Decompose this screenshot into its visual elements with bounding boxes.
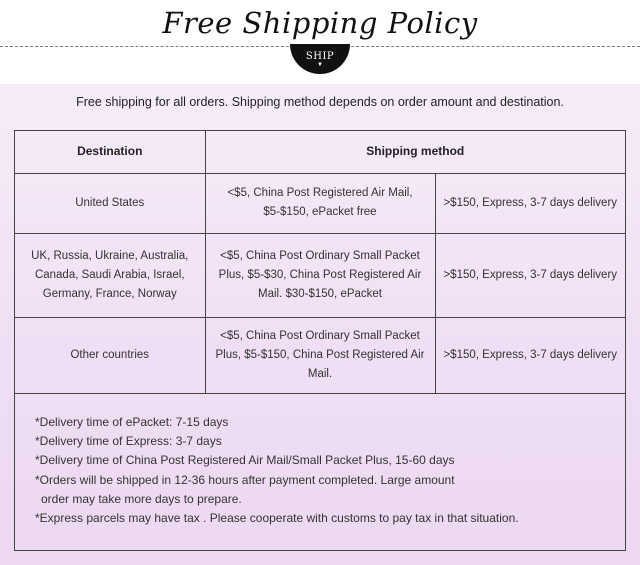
table-row — [15, 317, 625, 393]
table-header-row — [15, 131, 625, 173]
destination-cell: UK, Russia, Ukraine, Australia, Canada, Saudi Arabia, Israel, Germany, France, Norway — [15, 233, 205, 317]
ship-badge-label: SHIP — [305, 51, 335, 62]
header-destination: Destination — [15, 131, 205, 173]
shipping-table — [15, 131, 625, 394]
shipping-table-box — [14, 130, 626, 551]
note-item: *Orders will be shipped in 12-36 hours after payment completed. Large amount — [35, 472, 455, 487]
chevron-down-icon: ▼ — [317, 62, 323, 68]
notes-list — [35, 413, 615, 528]
method-high-cell: >$150, Express, 3-7 days delivery — [435, 317, 625, 393]
destination-cell: United States — [15, 173, 205, 233]
method-low-cell: <$5, China Post Ordinary Small Packet Plus, $5-$150, China Post Registered Air Mail. — [205, 317, 435, 393]
ship-badge — [290, 44, 350, 74]
note-item: *Delivery time of ePacket: 7-15 days — [35, 415, 229, 429]
method-low-cell: <$5, China Post Registered Air Mail, $5-$150, ePacket free — [205, 173, 435, 233]
intro-text: Free shipping for all orders. Shipping method depends on order amount and destination. — [76, 95, 564, 109]
note-item-continued: order may take more days to prepare. — [41, 491, 242, 506]
note-item: *Delivery time of China Post Registered Air Mail/Small Packet Plus, 15-60 days — [35, 453, 455, 468]
header-shipping-method: Shipping method — [205, 131, 625, 173]
note-item: *Express parcels may have tax . Please cooperate with customs to pay tax in that situation. — [35, 511, 519, 526]
method-low-cell: <$5, China Post Ordinary Small Packet Plus, $5-$30, China Post Registered Air Mail. $30-$150, ePacket — [205, 233, 435, 317]
header — [0, 0, 640, 84]
note-item: *Delivery time of Express: 3-7 days — [35, 434, 222, 449]
table-row — [15, 173, 625, 233]
destination-cell: Other countries — [15, 317, 205, 393]
page-title: Free Shipping Policy — [162, 6, 478, 40]
method-high-cell: >$150, Express, 3-7 days delivery — [435, 173, 625, 233]
method-high-cell: >$150, Express, 3-7 days delivery — [435, 233, 625, 317]
policy-content — [0, 84, 640, 565]
table-row — [15, 233, 625, 317]
